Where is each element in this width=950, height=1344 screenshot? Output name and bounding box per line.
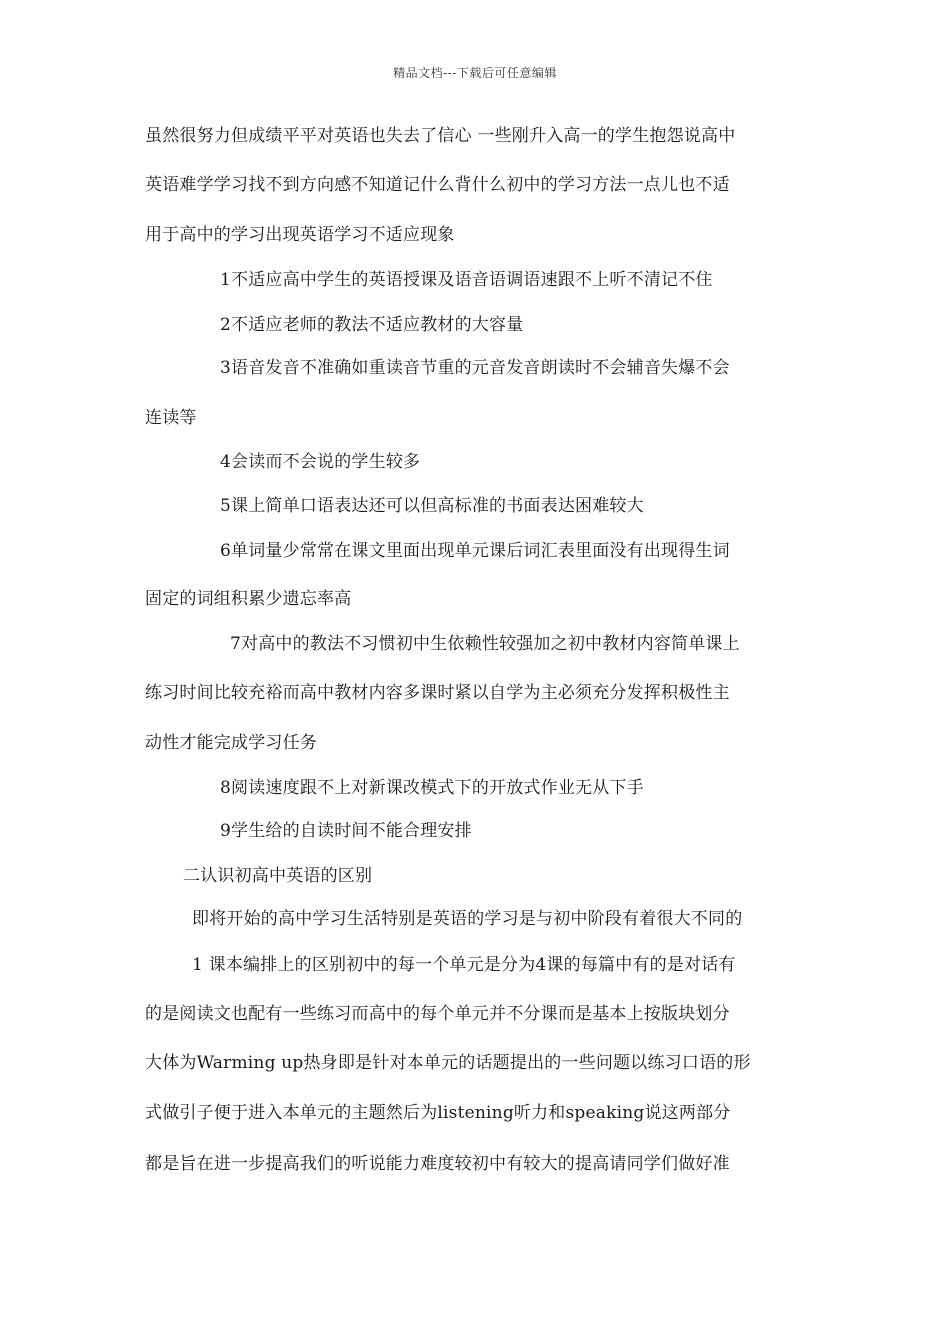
paragraph-line: 即将开始的高中学习生活特别是英语的学习是与初中阶段有着很大不同的 [192, 909, 743, 929]
paragraph-line: 练习时间比较充裕而高中教材内容多课时紧以自学为主必须充分发挥积极性主 [145, 683, 730, 703]
section-heading: 二认识初高中英语的区别 [183, 866, 373, 886]
paragraph-line: 大体为Warming up热身即是针对本单元的话题提出的一些问题以练习口语的形 [145, 1053, 751, 1073]
paragraph-line: 固定的词组积累少遗忘率高 [145, 589, 352, 609]
list-item: 8阅读速度跟不上对新课改模式下的开放式作业无从下手 [220, 778, 644, 798]
list-item: 6单词量少常常在课文里面出现单元课后词汇表里面没有出现得生词 [220, 541, 730, 561]
page-header: 精品文档---下载后可任意编辑 [393, 66, 557, 80]
list-item: 4会读而不会说的学生较多 [220, 452, 421, 472]
list-item: 2不适应老师的教法不适应教材的大容量 [220, 315, 524, 335]
paragraph-line: 都是旨在进一步提高我们的听说能力难度较初中有较大的提高请同学们做好准 [145, 1154, 730, 1174]
list-item: 9学生给的自读时间不能合理安排 [220, 821, 472, 841]
list-item: 5课上简单口语表达还可以但高标准的书面表达困难较大 [220, 496, 644, 516]
paragraph-line: 英语难学学习找不到方向感不知道记什么背什么初中的学习方法一点儿也不适 [145, 175, 730, 195]
list-item: 1 课本编排上的区别初中的每一个单元是分为4课的每篇中有的是对话有 [192, 955, 736, 975]
paragraph-line: 连读等 [145, 408, 197, 428]
paragraph-line: 虽然很努力但成绩平平对英语也失去了信心 一些刚升入高一的学生抱怨说高中 [145, 126, 736, 146]
list-item: 3语音发音不准确如重读音节重的元音发音朗读时不会辅音失爆不会 [220, 358, 730, 378]
paragraph-line: 动性才能完成学习任务 [145, 733, 317, 753]
paragraph-line: 的是阅读文也配有一些练习而高中的每个单元并不分课而是基本上按版块划分 [145, 1004, 730, 1024]
list-item: 1不适应高中学生的英语授课及语音语调语速跟不上听不清记不住 [220, 270, 713, 290]
list-item: 7对高中的教法不习惯初中生依赖性较强加之初中教材内容简单课上 [230, 634, 740, 654]
paragraph-line: 用于高中的学习出现英语学习不适应现象 [145, 225, 455, 245]
paragraph-line: 式做引子便于进入本单元的主题然后为listening听力和speaking说这两部分 [145, 1103, 731, 1123]
